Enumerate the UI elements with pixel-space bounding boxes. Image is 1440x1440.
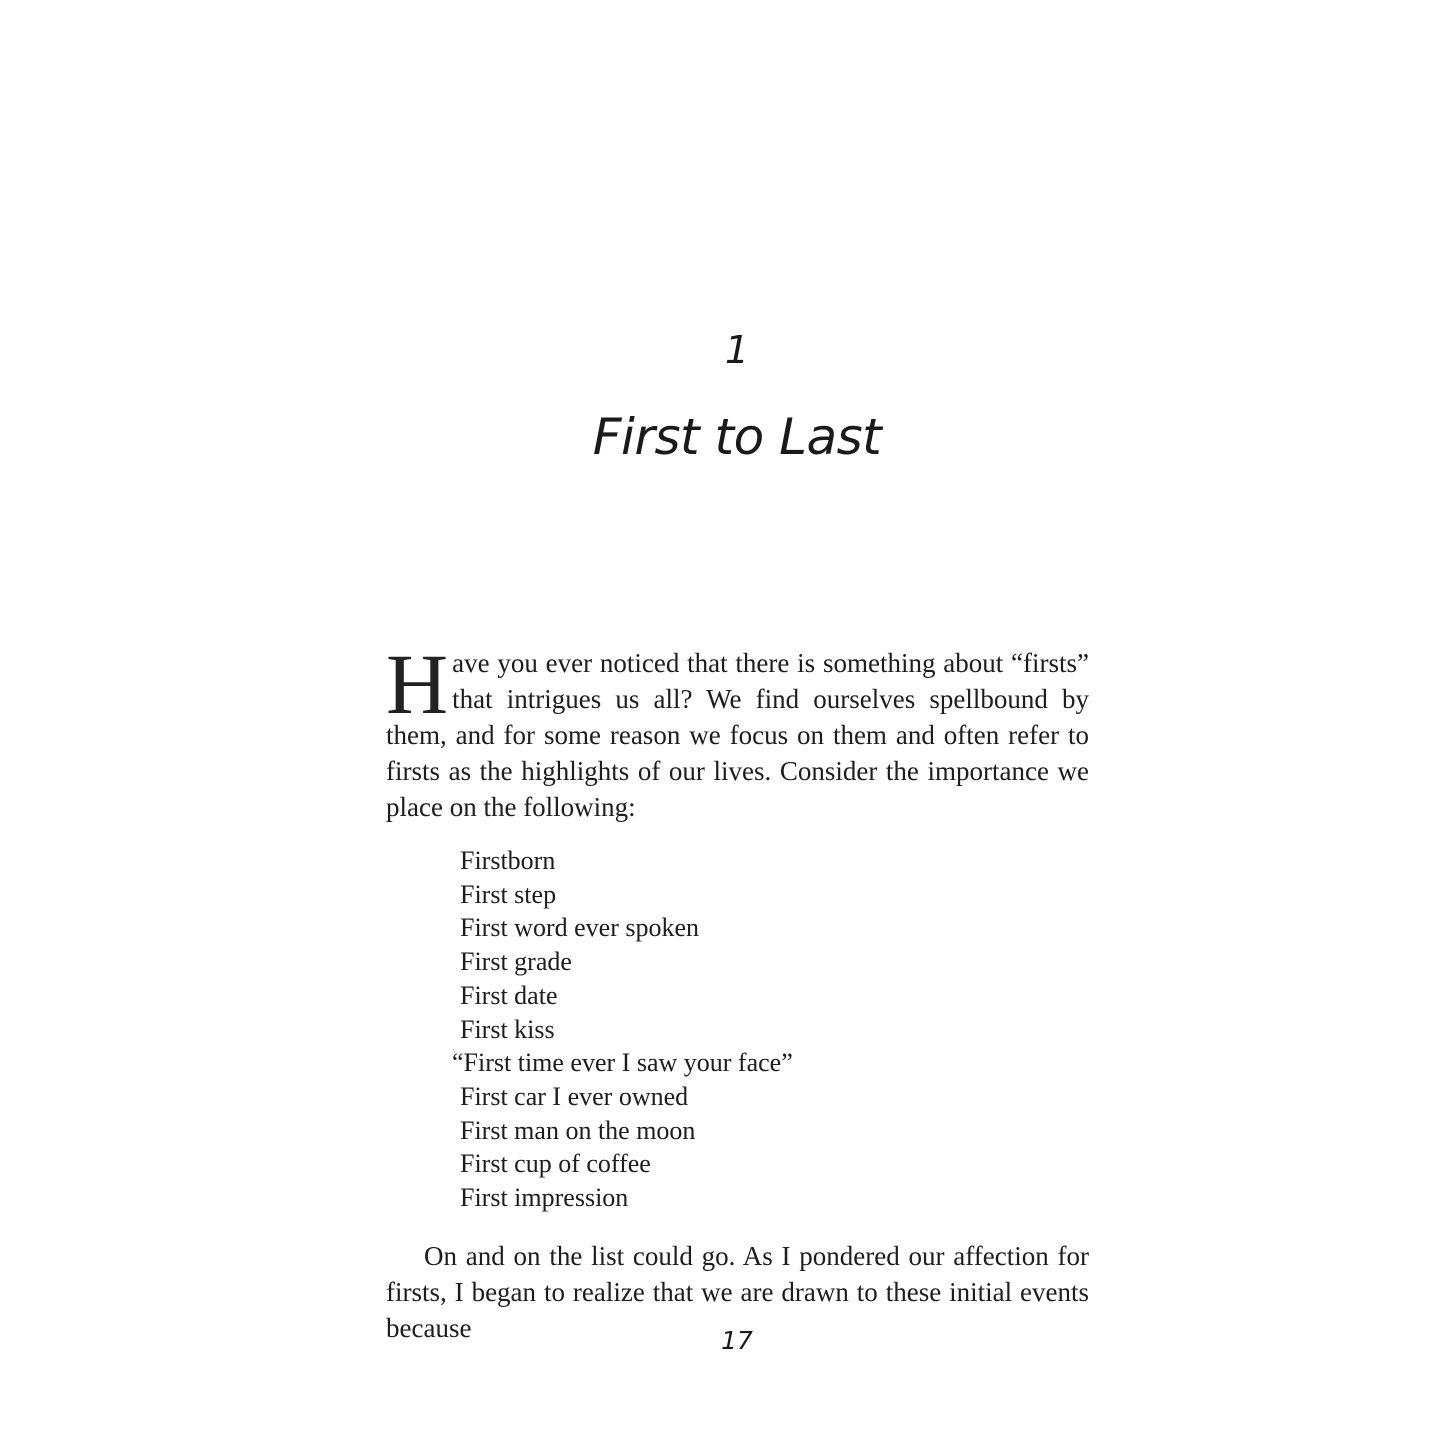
- list-item: First man on the moon: [460, 1115, 696, 1145]
- intro-paragraph-text: ave you ever noticed that there is something about “firsts” that intrigues us all? We find ourselves spellbound by them, and for some reason we focus on them and often refer to firsts as the highlights of our lives. Consider the importance we place on the following:: [386, 648, 1089, 822]
- drop-cap: H: [386, 636, 449, 732]
- chapter-title: First to Last: [592, 408, 882, 466]
- list-item: First date: [460, 980, 558, 1010]
- list-item: First word ever spoken: [460, 913, 700, 943]
- closing-paragraph-text: On and on the list could go. As I pondered our affection for firsts, I began to realize that we are drawn to these initial events because: [386, 1241, 1089, 1343]
- list-item: First impression: [460, 1183, 629, 1213]
- list-item: First kiss: [460, 1014, 555, 1044]
- list-item: First car I ever owned: [460, 1081, 689, 1111]
- list-item: First cup of coffee: [460, 1149, 651, 1179]
- intro-paragraph: [386, 636, 1089, 825]
- list-item: First step: [460, 879, 557, 909]
- firsts-list: [452, 844, 793, 1215]
- list-item: “First time ever I saw your face”: [452, 1048, 793, 1078]
- list-item: Firstborn: [460, 846, 556, 875]
- list-item: First grade: [460, 947, 572, 977]
- page-number: 17: [721, 1326, 753, 1355]
- chapter-number: 1: [724, 328, 750, 372]
